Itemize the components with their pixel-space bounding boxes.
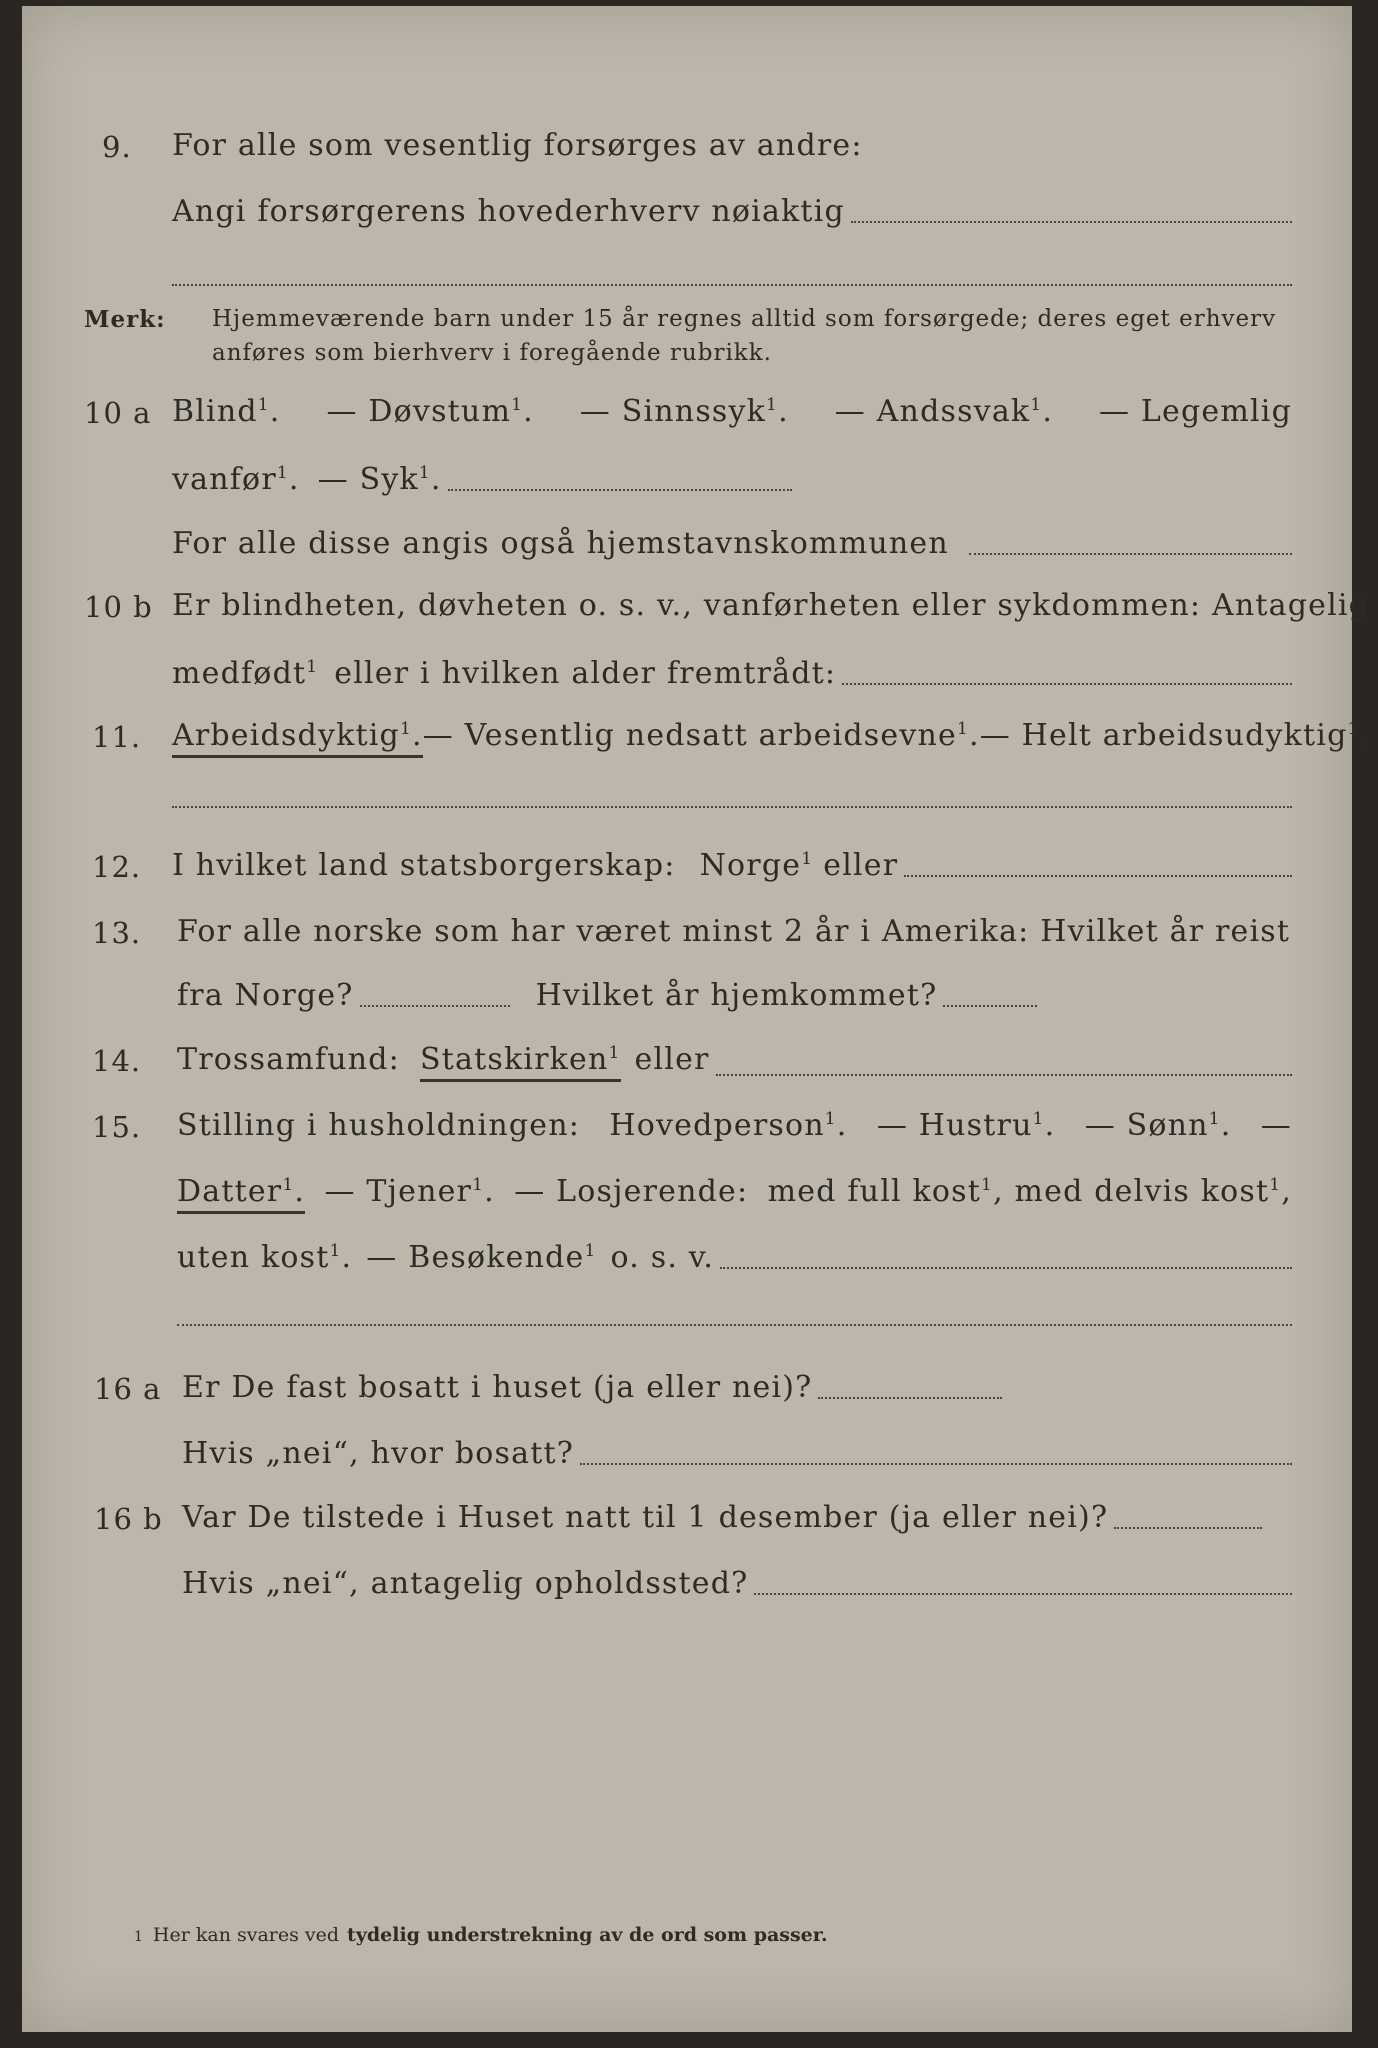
answer-line[interactable]	[177, 1324, 1292, 1326]
question-9-line1: For alle som vesentlig forsørges av andre:	[172, 128, 863, 163]
option-statskirken[interactable]: Statskirken$^1$	[420, 1042, 621, 1082]
option-dovstum[interactable]: — Døvstum$^1$.	[326, 394, 534, 429]
question-15-line2	[177, 1174, 1292, 1214]
question-16b-text: Var De tilstede i Huset natt til 1 desember (ja eller nei)?	[182, 1500, 1109, 1535]
question-12-eller: eller	[823, 848, 899, 883]
option-uten-kost[interactable]: uten kost$^1$.	[177, 1240, 353, 1275]
question-16a-line2	[182, 1436, 1292, 1471]
option-arbeidsudyktig[interactable]: — Helt arbeidsudyktig$^1$.	[979, 718, 1371, 753]
census-form-page	[22, 6, 1371, 2032]
question-13-line2	[177, 978, 1037, 1013]
question-12-text: I hvilket land statsborgerskap:	[172, 848, 676, 883]
question-10a-line2	[172, 462, 792, 497]
answer-line[interactable]	[818, 1396, 1002, 1399]
question-14-eller: eller	[634, 1042, 710, 1077]
question-12-number: 12.	[92, 850, 142, 884]
note-label: Merk:	[84, 306, 166, 333]
option-syk[interactable]: — Syk$^1$.	[317, 462, 442, 497]
option-tjener[interactable]: — Tjener$^1$.	[324, 1174, 495, 1209]
note-line1: Hjemmeværende barn under 15 år regnes alltid som forsørgede; deres eget erhverv	[212, 306, 1277, 332]
question-16a-text: Er De fast bosatt i huset (ja eller nei)?	[182, 1370, 813, 1405]
footnote-mark: 1	[134, 1929, 143, 1945]
question-11-line	[172, 718, 1371, 758]
option-losjerende[interactable]: — Losjerende:	[514, 1174, 749, 1209]
footnote-text: Her kan svares ved	[152, 1924, 340, 1946]
question-10b-number: 10 b	[84, 590, 153, 624]
option-hustru[interactable]: — Hustru$^1$.	[876, 1108, 1056, 1143]
dash: —	[1260, 1108, 1292, 1143]
option-norge[interactable]: Norge$^1$	[699, 848, 814, 883]
footnote-emphasis: tydelig understrekning av de ord som passer.	[347, 1924, 828, 1946]
answer-line[interactable]	[580, 1462, 1292, 1465]
question-10a-number: 10 a	[84, 396, 152, 430]
option-vanfor[interactable]: vanfør$^1$.	[172, 462, 300, 497]
option-sonn[interactable]: — Sønn$^1$.	[1084, 1108, 1232, 1143]
question-16b-subtext: Hvis „nei“, antagelig opholdssted?	[182, 1566, 749, 1601]
question-16b-number: 16 b	[94, 1502, 163, 1536]
answer-line[interactable]	[842, 682, 1292, 685]
question-15-line3	[177, 1240, 1292, 1275]
question-14-text: Trossamfund:	[177, 1042, 400, 1077]
question-9-line2	[172, 194, 1292, 229]
question-13-number: 13.	[92, 916, 142, 950]
question-15-number: 15.	[92, 1110, 142, 1144]
question-15-text: Stilling i husholdningen:	[177, 1108, 581, 1143]
answer-line[interactable]	[448, 488, 792, 491]
question-12-line	[172, 848, 1292, 883]
question-10a-line3-text: For alle disse angis også hjemstavnskommunen	[172, 526, 949, 561]
footnote	[134, 1924, 828, 1946]
answer-line[interactable]	[172, 806, 1292, 808]
question-10b-line2	[172, 656, 1292, 691]
question-9-number: 9.	[102, 130, 132, 164]
option-full-kost[interactable]: med full kost$^1$, med delvis kost$^1$,	[767, 1174, 1292, 1209]
question-10a-line1	[172, 394, 1292, 429]
question-16b-line1	[182, 1500, 1262, 1535]
answer-line[interactable]	[360, 1004, 510, 1007]
option-sinnssyk[interactable]: — Sinnssyk$^1$.	[579, 394, 789, 429]
question-14-number: 14.	[92, 1044, 142, 1078]
question-15-line1	[177, 1108, 1292, 1143]
answer-line[interactable]	[969, 552, 1292, 555]
option-andssvak[interactable]: — Andssvak$^1$.	[834, 394, 1054, 429]
question-11-number: 11.	[92, 720, 142, 754]
option-besokende[interactable]: — Besøkende$^1$	[366, 1240, 597, 1275]
answer-line[interactable]	[720, 1266, 1292, 1269]
answer-line[interactable]	[943, 1004, 1037, 1007]
question-10b-line1: Er blindheten, døvheten o. s. v., vanførheten eller sykdommen: Antagelig	[172, 588, 1370, 623]
note-line2: anføres som bierhverv i foregående rubrikk.	[212, 340, 772, 366]
question-16a-line1	[182, 1370, 1002, 1405]
answer-line[interactable]	[904, 874, 1292, 877]
option-legemlig[interactable]: — Legemlig	[1098, 394, 1292, 429]
answer-line[interactable]	[851, 220, 1292, 223]
question-13-reist-text: fra Norge?	[177, 978, 354, 1013]
question-13-line1: For alle norske som har været minst 2 år i Amerika: Hvilket år reist	[177, 914, 1291, 949]
option-datter[interactable]: Datter$^1$.	[177, 1174, 305, 1214]
question-9-line2-text: Angi forsørgerens hovederhverv nøiaktig	[172, 194, 845, 229]
option-blind[interactable]: Blind$^1$.	[172, 394, 281, 429]
option-hovedperson[interactable]: Hovedperson$^1$.	[609, 1108, 848, 1143]
question-10a-line3	[172, 526, 1292, 561]
option-medfodt[interactable]: medfødt$^1$	[172, 656, 319, 691]
question-16a-subtext: Hvis „nei“, hvor bosatt?	[182, 1436, 575, 1471]
answer-line[interactable]	[754, 1592, 1292, 1595]
question-10b-line2-text: eller i hvilken alder fremtrådt:	[334, 656, 837, 691]
question-16a-number: 16 a	[94, 1372, 162, 1406]
option-nedsatt-arbeidsevne[interactable]: — Vesentlig nedsatt arbeidsevne$^1$.	[422, 718, 980, 753]
option-arbeidsdyktig[interactable]: Arbeidsdyktig$^1$.	[172, 718, 423, 758]
question-13-hjemkommet-text: Hvilket år hjemkommet?	[535, 978, 938, 1013]
question-15-osv: o. s. v.	[610, 1240, 715, 1275]
question-16b-line2	[182, 1566, 1292, 1601]
question-14-line	[177, 1042, 1292, 1082]
answer-line[interactable]	[1114, 1526, 1262, 1529]
answer-line[interactable]	[716, 1073, 1292, 1076]
answer-line[interactable]	[172, 284, 1292, 286]
